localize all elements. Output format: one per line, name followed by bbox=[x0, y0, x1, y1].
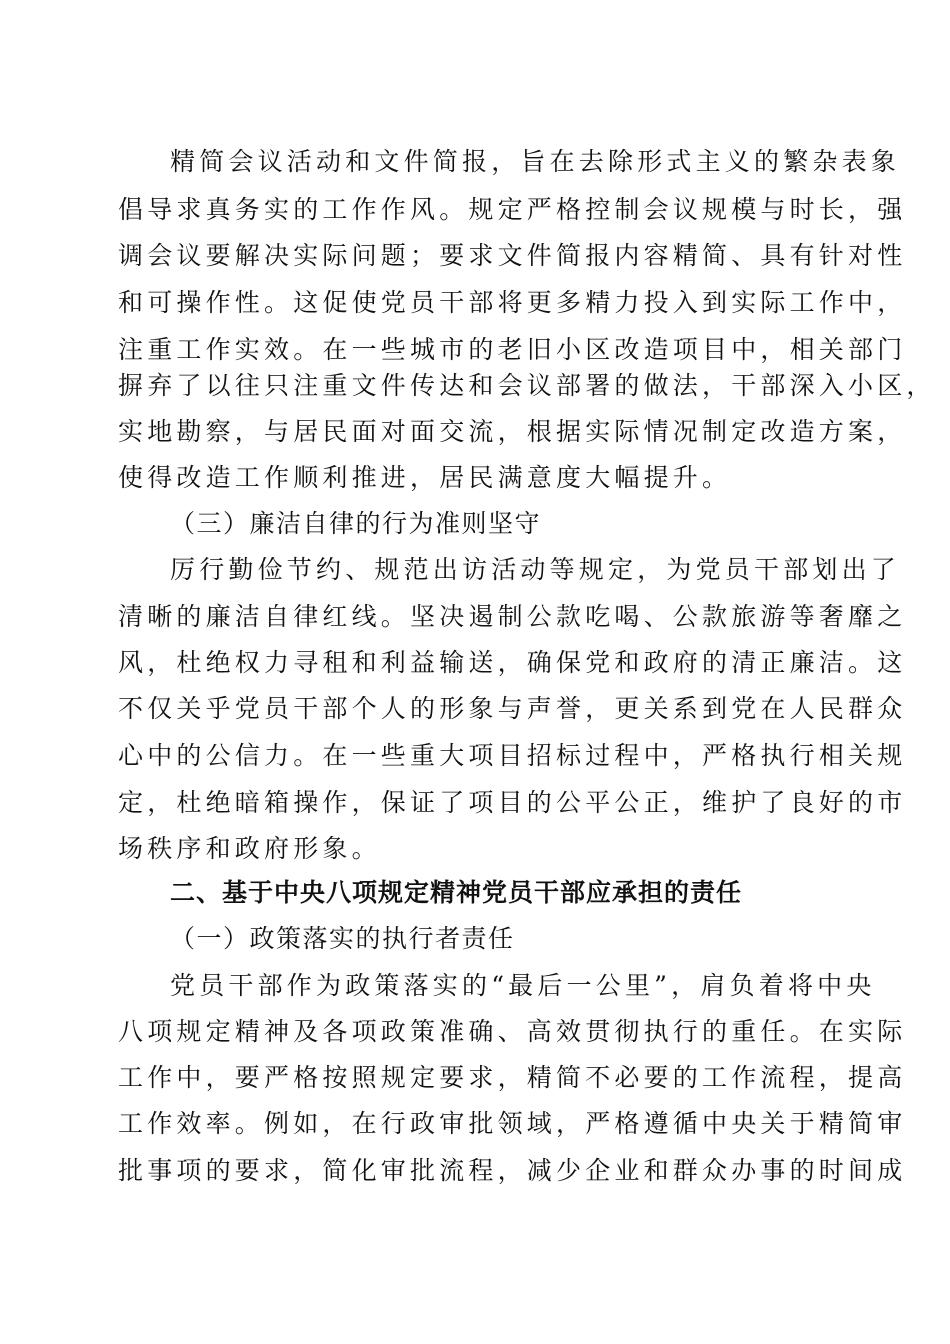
sub-heading: （一）政策落实的执行者责任 bbox=[170, 924, 515, 953]
paragraph-line: 和可操作性。这促使党员干部将更多精力投入到实际工作中， bbox=[118, 288, 907, 317]
paragraph-line: 风，杜绝权力寻租和利益输送，确保党和政府的清正廉洁。这 bbox=[118, 648, 907, 677]
paragraph-line: 调会议要解决实际问题；要求文件简报内容精简、具有针对性 bbox=[118, 241, 907, 270]
paragraph-line: 心中的公信力。在一些重大项目招标过程中，严格执行相关规 bbox=[118, 741, 907, 770]
paragraph-line: 工作中，要严格按照规定要求，精简不必要的工作流程，提高 bbox=[118, 1063, 907, 1092]
section-heading: 二、基于中央八项规定精神党员干部应承担的责任 bbox=[170, 878, 743, 907]
paragraph-line: 倡导求真务实的工作作风。规定严格控制会议规模与时长，强 bbox=[118, 195, 907, 224]
paragraph-line: 党员干部作为政策落实的“最后一公里”，肩负着将中央 bbox=[170, 971, 876, 1000]
paragraph-line: 清晰的廉洁自律红线。坚决遏制公款吃喝、公款旅游等奢靡之 bbox=[118, 602, 907, 631]
paragraph-line: 注重工作实效。在一些城市的老旧小区改造项目中，相关部门 bbox=[118, 335, 907, 364]
paragraph-line: 精简会议活动和文件简报，旨在去除形式主义的繁杂表象 bbox=[170, 147, 901, 176]
paragraph-line: 工作效率。例如，在行政审批领域，严格遵循中央关于精简审 bbox=[118, 1109, 907, 1138]
paragraph-line: 实地勘察，与居民面对面交流，根据实际情况制定改造方案， bbox=[118, 417, 907, 446]
sub-heading: （三）廉洁自律的行为准则坚守 bbox=[170, 509, 542, 538]
paragraph-line: 不仅关乎党员干部个人的形象与声誉，更关系到党在人民群众 bbox=[118, 694, 907, 723]
paragraph-line: 定，杜绝暗箱操作，保证了项目的公平公正，维护了良好的市 bbox=[118, 788, 907, 817]
paragraph-line: 场秩序和政府形象。 bbox=[118, 834, 381, 863]
paragraph-line: 摒弃了以往只注重文件传达和会议部署的做法，干部深入小区， bbox=[118, 371, 936, 400]
paragraph-line: 厉行勤俭节约、规范出访活动等规定，为党员干部划出了 bbox=[170, 555, 901, 584]
paragraph-line: 八项规定精神及各项政策准确、高效贯彻执行的重任。在实际 bbox=[118, 1017, 907, 1046]
paragraph-line: 使得改造工作顺利推进，居民满意度大幅提升。 bbox=[118, 463, 732, 492]
paragraph-line: 批事项的要求，简化审批流程，减少企业和群众办事的时间成 bbox=[118, 1156, 907, 1185]
